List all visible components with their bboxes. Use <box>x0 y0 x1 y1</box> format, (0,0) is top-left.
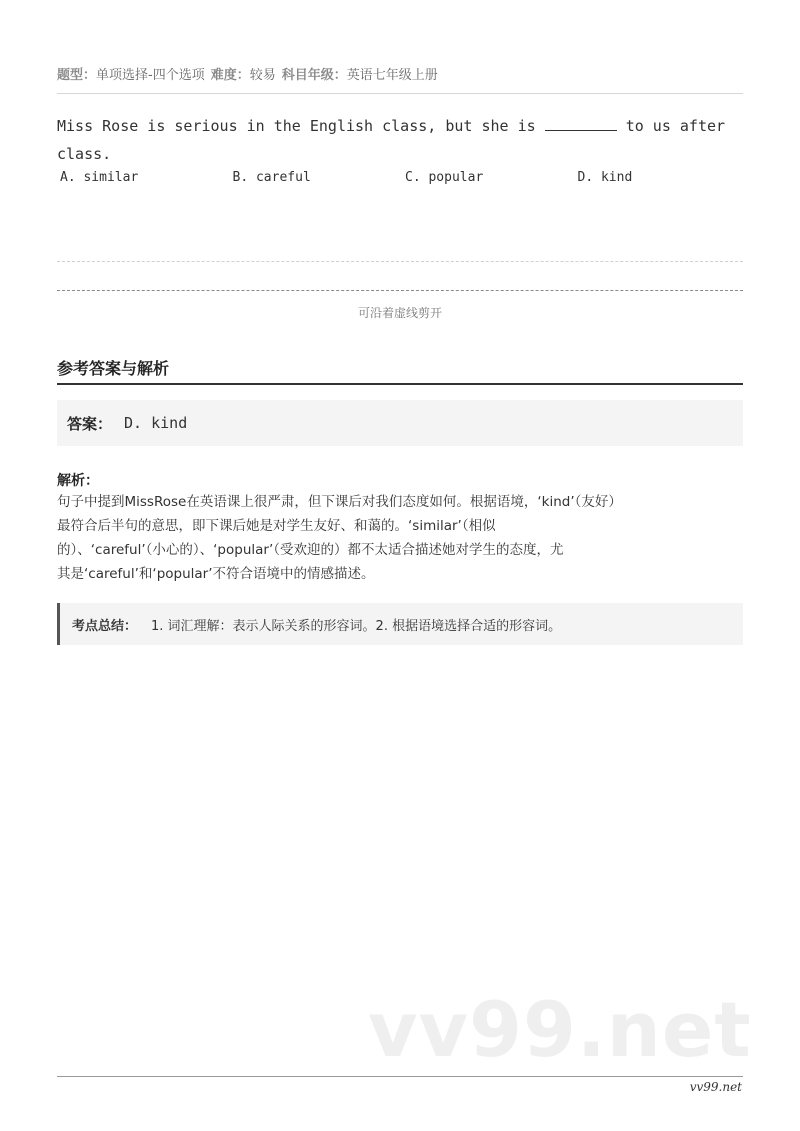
option-c[interactable] <box>405 170 578 185</box>
analysis-line: 的）、‘careful’（小心的）、‘popular’（受欢迎的）都不太适合描述她对学生的态度，尤 <box>57 542 564 558</box>
option-d[interactable] <box>578 170 751 185</box>
answer-label: 答案： <box>67 414 113 433</box>
option-text: similar <box>83 170 139 185</box>
option-letter: A. <box>60 170 76 185</box>
subject-value: 英语七年级上册 <box>346 68 438 83</box>
question-text-after: to us after class. <box>57 117 726 163</box>
summary-label: 考点总结： <box>72 618 138 634</box>
subject-label: 科目年级： <box>281 68 347 83</box>
option-b[interactable] <box>233 170 406 185</box>
summary-text: 1. 词汇理解：表示人际关系的形容词。2. 根据语境选择合适的形容词。 <box>151 618 562 634</box>
footer-divider <box>57 1076 743 1077</box>
cut-note: 可沿着虚线剪开 <box>357 306 442 320</box>
watermark: vv99.net <box>368 985 752 1074</box>
answer-blank <box>545 116 617 131</box>
options-list <box>60 170 750 185</box>
section-divider <box>57 383 743 385</box>
question-meta <box>57 64 743 83</box>
option-a[interactable] <box>60 170 233 185</box>
question-stem <box>57 112 743 168</box>
difficulty-value: 较易 <box>249 68 276 83</box>
option-text: careful <box>255 170 311 185</box>
option-text: kind <box>600 170 633 185</box>
analysis-line: 句子中提到MissRose在英语课上很严肃，但下课后对我们态度如何。根据语境，‘kind’（友好） <box>57 494 622 510</box>
dashed-divider-light <box>57 261 743 262</box>
analysis-line: 其是‘careful’和‘popular’不符合语境中的情感描述。 <box>57 566 375 582</box>
option-text: popular <box>428 170 484 185</box>
question-text-before: Miss Rose is serious in the English class, but she is <box>57 117 545 135</box>
cut-line <box>57 290 743 291</box>
answer-value: D. kind <box>124 414 188 432</box>
option-letter: C. <box>405 170 421 185</box>
analysis-line: 最符合后半句的意思，即下课后她是对学生友好、和蔼的。‘similar’（相似 <box>57 518 496 534</box>
header-divider <box>57 93 743 94</box>
option-letter: D. <box>577 170 594 185</box>
section-title: 参考答案与解析 <box>57 359 170 378</box>
answer-box <box>57 400 743 446</box>
analysis-label: 解析： <box>57 473 99 489</box>
type-label: 题型： <box>57 68 97 83</box>
footer-site: vv99.net <box>689 1080 742 1094</box>
option-letter: B. <box>232 170 249 185</box>
summary-box <box>57 603 743 645</box>
analysis-text <box>57 490 747 586</box>
type-value: 单项选择-四个选项 <box>96 68 205 83</box>
difficulty-label: 难度： <box>210 68 250 83</box>
